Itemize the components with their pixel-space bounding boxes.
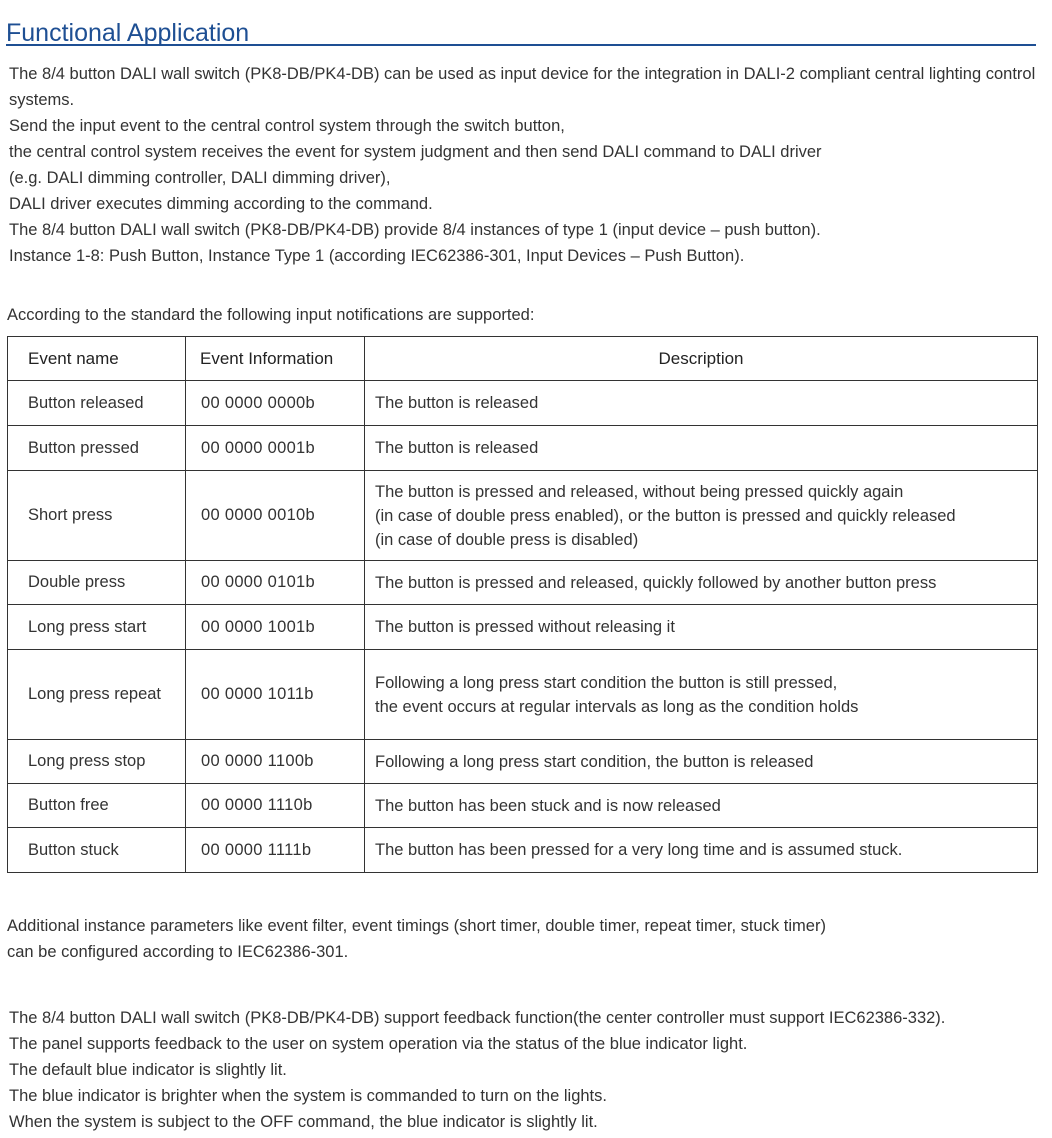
table-row: [8, 426, 1038, 471]
description-line: The button is pressed and released, without being pressed quickly again: [375, 482, 904, 501]
input-notifications-table: [7, 336, 1038, 873]
table-lead-text: According to the standard the following input notifications are supported:: [7, 306, 535, 324]
description-line: The button is pressed without releasing it: [375, 618, 675, 636]
event-info-cell: 00 0000 0010b: [186, 471, 365, 561]
description-cell: [365, 561, 1038, 605]
description-cell: [365, 828, 1038, 873]
table-row: [8, 381, 1038, 426]
title-divider: [6, 44, 1036, 46]
event-name-cell: Button stuck: [8, 828, 186, 873]
event-name-cell: Button released: [8, 381, 186, 426]
additional-parameters-paragraph: [7, 913, 826, 965]
event-name-cell: Long press repeat: [8, 650, 186, 740]
description-line: (in case of double press is disabled): [375, 530, 639, 549]
table-row: [8, 605, 1038, 650]
feedback-line: The panel supports feedback to the user on system operation via the status of the blue indicator light.: [9, 1035, 748, 1053]
table-row: [8, 828, 1038, 873]
description-cell: [365, 650, 1038, 740]
event-info-cell: 00 0000 1011b: [186, 650, 365, 740]
description-line: The button is pressed and released, quickly followed by another button press: [375, 573, 937, 592]
description-line: The button is released: [375, 394, 539, 412]
intro-line: The 8/4 button DALI wall switch (PK8-DB/PK4-DB) provide 8/4 instances of type 1 (input device – push button).: [9, 221, 821, 239]
intro-line: Send the input event to the central control system through the switch button,: [9, 117, 565, 135]
event-name-cell: Long press stop: [8, 740, 186, 784]
description-line: The button is released: [375, 439, 539, 457]
intro-paragraph: [9, 61, 1044, 269]
event-info-cell: 00 0000 1111b: [186, 828, 365, 873]
event-name-cell: Button pressed: [8, 426, 186, 471]
header-event-information: Event Information: [186, 337, 365, 381]
intro-line: The 8/4 button DALI wall switch (PK8-DB/PK4-DB) can be used as input device for the integration in DALI-2 compliant central lighting control systems.: [9, 65, 1036, 109]
feedback-line: The default blue indicator is slightly lit.: [9, 1061, 287, 1079]
intro-line: (e.g. DALI dimming controller, DALI dimming driver),: [9, 169, 391, 187]
description-cell: [365, 740, 1038, 784]
description-line: (in case of double press enabled), or the button is pressed and quickly released: [375, 506, 956, 525]
event-name-cell: Button free: [8, 784, 186, 828]
table-header-row: [8, 337, 1038, 381]
feedback-line: The blue indicator is brighter when the system is commanded to turn on the lights.: [9, 1087, 607, 1105]
event-info-cell: 00 0000 1001b: [186, 605, 365, 650]
description-line: Following a long press start condition the button is still pressed,: [375, 673, 838, 692]
description-cell: [365, 784, 1038, 828]
page-title: Functional Application: [6, 18, 250, 47]
feedback-line: The 8/4 button DALI wall switch (PK8-DB/PK4-DB) support feedback function(the center controller must support IEC62386-332).: [9, 1009, 946, 1027]
description-line: The button has been pressed for a very long time and is assumed stuck.: [375, 841, 903, 859]
header-event-name: Event name: [8, 337, 186, 381]
header-description: Description: [365, 337, 1038, 381]
intro-line: the central control system receives the event for system judgment and then send DALI command to DALI driver: [9, 143, 822, 161]
table-row: [8, 561, 1038, 605]
description-cell: [365, 426, 1038, 471]
event-info-cell: 00 0000 0101b: [186, 561, 365, 605]
event-name-cell: Short press: [8, 471, 186, 561]
description-cell: [365, 605, 1038, 650]
description-cell: [365, 471, 1038, 561]
event-info-cell: 00 0000 0001b: [186, 426, 365, 471]
event-info-cell: 00 0000 1100b: [186, 740, 365, 784]
table-row: [8, 784, 1038, 828]
intro-line: Instance 1-8: Push Button, Instance Type 1 (according IEC62386-301, Input Devices – Push Button).: [9, 247, 745, 265]
feedback-line: When the system is subject to the OFF command, the blue indicator is slightly lit.: [9, 1113, 598, 1131]
additional-line: Additional instance parameters like event filter, event timings (short timer, double timer, repeat timer, stuck timer): [7, 917, 826, 935]
feedback-paragraph: [9, 1005, 945, 1135]
table-row: [8, 650, 1038, 740]
event-name-cell: Double press: [8, 561, 186, 605]
description-line: The button has been stuck and is now released: [375, 796, 721, 815]
description-cell: [365, 381, 1038, 426]
table-row: [8, 740, 1038, 784]
event-name-cell: Long press start: [8, 605, 186, 650]
additional-line: can be configured according to IEC62386-301.: [7, 943, 349, 961]
event-info-cell: 00 0000 0000b: [186, 381, 365, 426]
description-line: Following a long press start condition, the button is released: [375, 752, 814, 771]
description-line: the event occurs at regular intervals as long as the condition holds: [375, 697, 859, 716]
intro-line: DALI driver executes dimming according to the command.: [9, 195, 433, 213]
table-row: [8, 471, 1038, 561]
event-info-cell: 00 0000 1110b: [186, 784, 365, 828]
